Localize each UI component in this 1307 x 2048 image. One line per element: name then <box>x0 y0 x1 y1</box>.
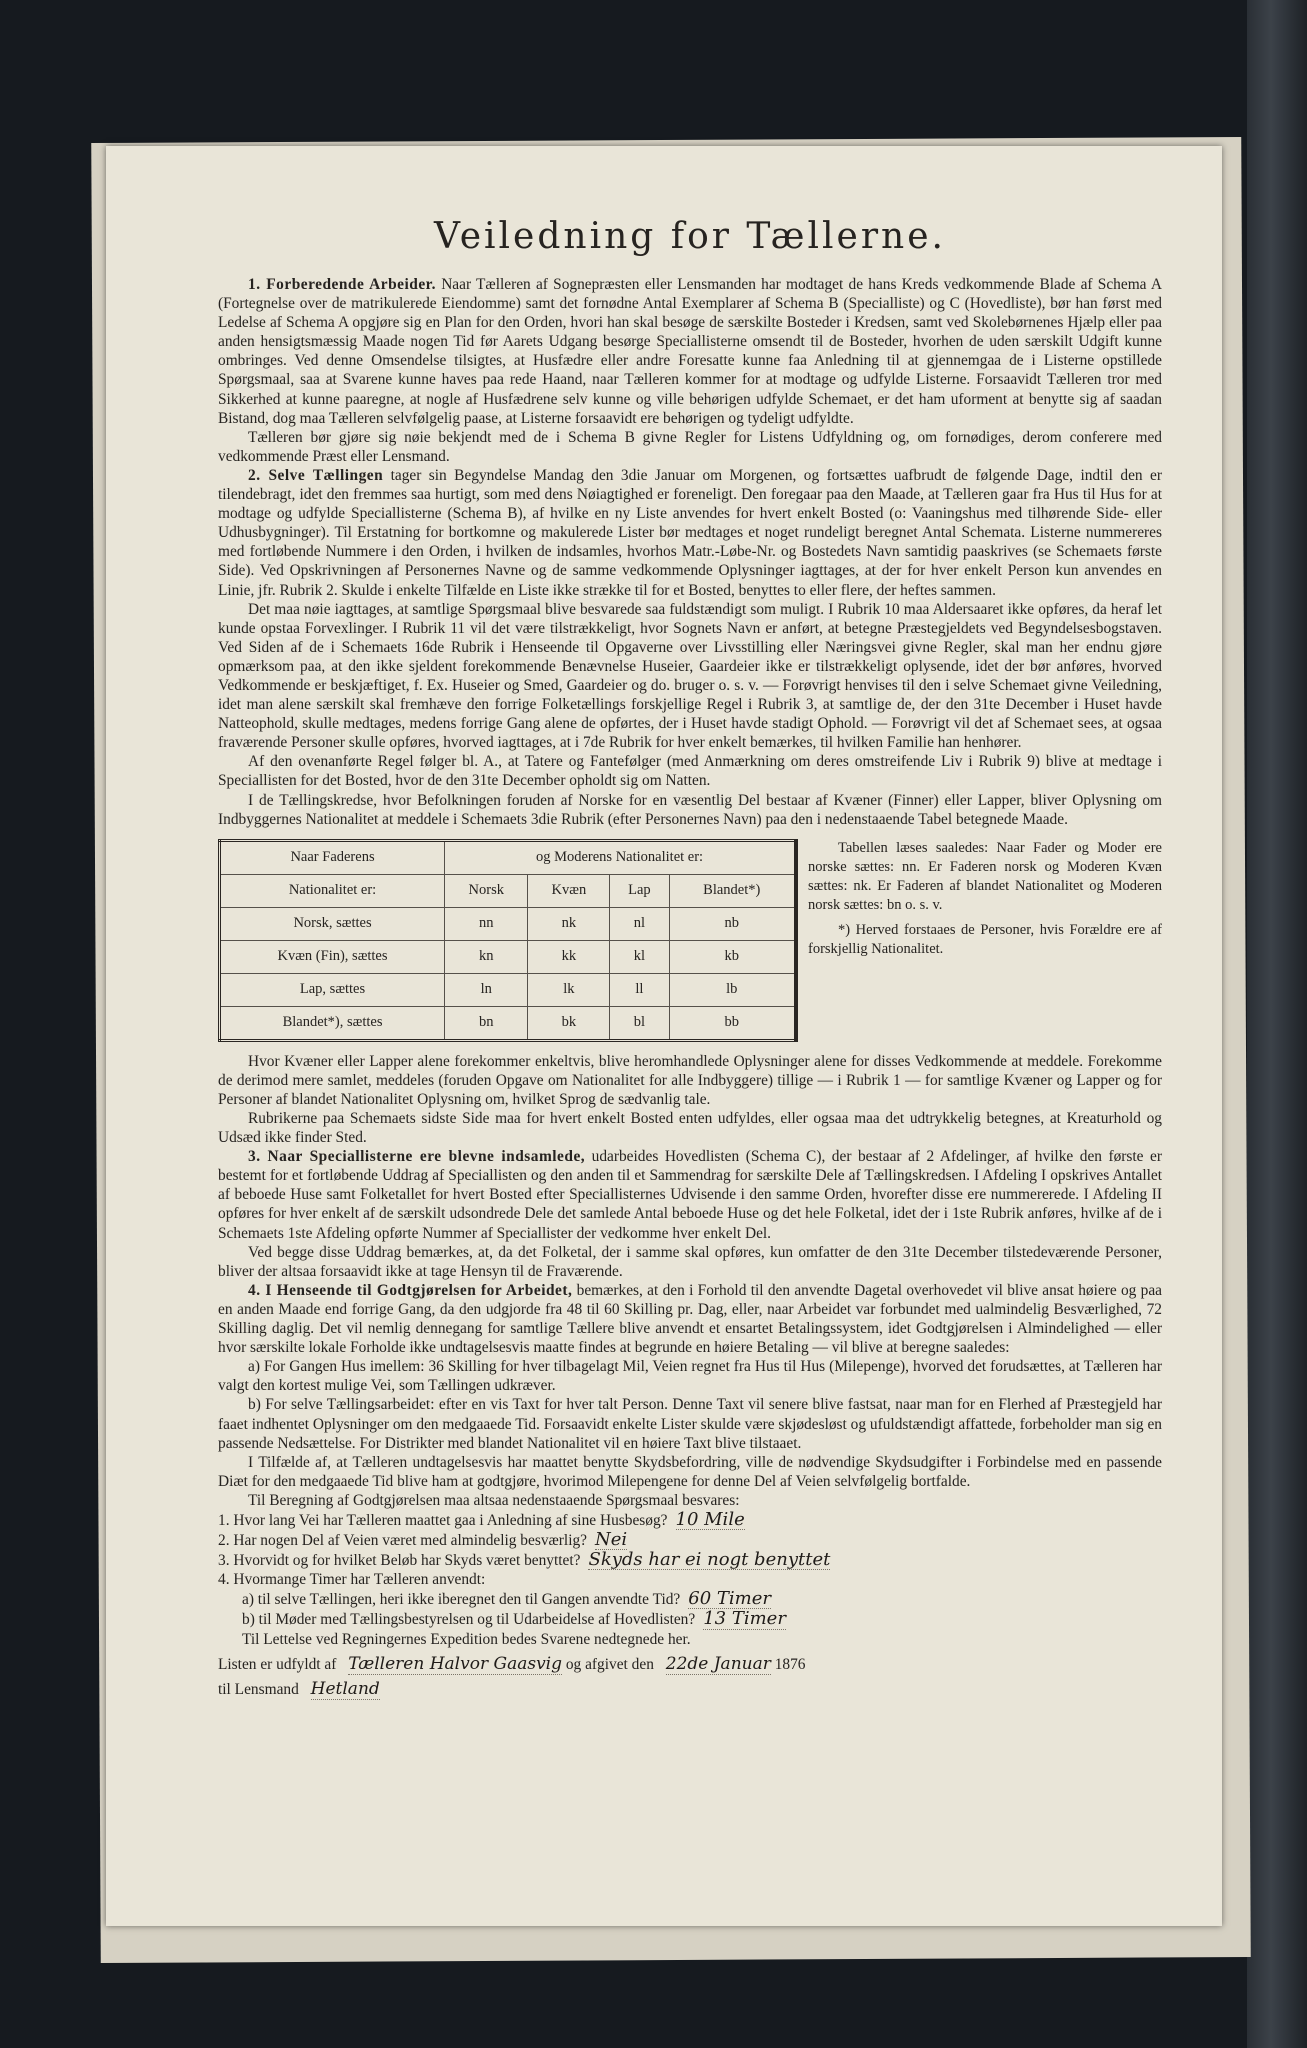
row-label: Norsk, sættes <box>220 907 445 940</box>
list-item: Til Lettelse ved Regningernes Expedition bedes Svarene nedtegnede her. <box>242 1630 691 1648</box>
table-cell: bk <box>528 1006 610 1040</box>
father-header-2: Nationalitet er: <box>220 874 445 907</box>
section-2: 2. Selve Tællingen tager sin Begyndelse Mandag den 3die Januar om Morgenen, og fortsættes uafbrudt de følgende Dage, indtil den er tilendebragt, idet den fremmes saa hurtigt, som med dens Nøiagtighed er foreneligt. Den foregaar paa den Maade, at Tælleren gaar fra Hus til Hus for at modtage og udfylde Speciallisterne (Schema B), af hvilke en ny Liste anvendes for hvert enkelt Bosted (o: Vaaningshus med tilhørende Side- eller Udhusbygninger). Til Erstatning for bortkomne og makulerede Lister bør medtages et noget rundeligt beregnet Antal Schemata. Listerne nummereres med fortløbende Nummere i den Orden, i hvilken de indsamles, hvorhos Matr.-Løbe-Nr. og Bostedets Navn samtidig paaskrives (se Schemaets første Side). Ved Opskrivningen af Personernes Navne og de samme vedkommende Oplysninger iagttages, at der for hver enkelt Person kun anvendes en Linie, jfr. Rubrik 2. Skulde i enkelte Tilfælde en Liste ikke strække til for et Bosted, benyttes to eller flere, der heftes sammen. <box>218 466 1162 599</box>
table-note-2: *) Herved forstaaes de Personer, hvis Forældre ere af forskjellig Nationalitet. <box>808 921 1162 957</box>
book-spine <box>1247 0 1307 2048</box>
section-2-para-3: Af den ovenanførte Regel følger bl. A., at Tatere og Fantefølger (med Anmærkning om deres omstreifende Liv i Rubrik 9) blive at medtage i Speciallisten for det Bosted, hvor de den 31te December opholdt sig om Natten. <box>218 753 1162 790</box>
list-item: 1. Hvor lang Vei har Tælleren maattet gaa i Anledning af sine Husbesøg? 10 Mile <box>218 1508 745 1530</box>
list-item: 4. Hvormange Timer har Tælleren anvendt: <box>218 1571 486 1589</box>
section-4-para-3: Til Beregning af Godtgjørelsen maa altsaa nedenstaaende Spørgsmaal besvares: <box>248 1491 740 1509</box>
table-cell: nl <box>610 907 669 940</box>
handwritten-district: Hetland <box>310 1678 380 1699</box>
nationality-table <box>218 839 798 1042</box>
row-label: Blandet*), sættes <box>220 1006 445 1040</box>
table-cell: bl <box>610 1006 669 1040</box>
section-3-para-2: Ved begge disse Uddrag bemærkes, at, da det Folketal, der i samme skal opføres, kun omfatter de den 31te December tilstedeværende Personer, bliver der altsaa forsaavidt ikke at tage Hensyn til de Fraværende. <box>218 1243 1162 1280</box>
list-item: 2. Har nogen Del af Veien været med almindelig besværlig? Nei <box>218 1529 628 1551</box>
page-title: Veiledning for Tællerne. <box>434 216 946 257</box>
section-4-item-b: b) For selve Tællingsarbeidet: efter en vis Taxt for hver talt Person. Denne Taxt vil senere blive fastsat, naar man for en Flerhed af Præstegjeld har faaet indhentet Oplysninger om den medgaaede Tid. Forsaavidt enkelte Lister skulde være skjødesløst og ufuldstændigt affattede, forbeholder man sig en passende Nedsættelse. For Distrikter med blandet Nationalitet vil en høiere Taxt blive tilstaaet. <box>218 1396 1162 1452</box>
table-row <box>220 940 797 973</box>
table-cell: nk <box>528 907 610 940</box>
signature-line: Listen er udfyldt af Tælleren Halvor Gaasvig og afgivet den 22de Januar 1876 <box>218 1653 806 1674</box>
lensmand-line: til Lensmand Hetland <box>218 1678 380 1699</box>
instructions-body <box>218 275 1162 1699</box>
table-row <box>220 907 797 940</box>
after-table-para-2: Rubrikerne paa Schemaets sidste Side maa for hvert enkelt Bosted enten udfyldes, eller ogsaa maa det udtrykkelig betegnes, at Kreaturhold og Udsæd ikke finder Sted. <box>218 1110 1162 1147</box>
handwritten-answer: 10 Mile <box>675 1508 745 1530</box>
table-note-1: Tabellen læses saaledes: Naar Fader og Moder ere norske sættes: nn. Er Faderen norsk og Moderen Kvæn sættes: nk. Er Faderen af blandet Nationalitet og Moderen norsk sættes: bn o. s. v. <box>808 839 1162 913</box>
section-1-para-2: Tælleren bør gjøre sig nøie bekjendt med de i Schema B givne Regler for Listens Udfyldning og, om fornødiges, derom conferere med vedkommende Præst eller Lensmand. <box>218 428 1162 465</box>
nationality-table-block <box>218 839 1162 1042</box>
list-item: a) til selve Tællingen, heri ikke iberegnet den til Gangen anvendte Tid? 60 Timer <box>242 1588 771 1610</box>
mother-col: Kvæn <box>528 874 610 907</box>
section-2-para-4: I de Tællingskredse, hvor Befolkningen foruden af Norske for en væsentlig Del bestaar af Kvæner (Finner) eller Lapper, bliver Oplysning om Indbyggernes Nationalitet at meddele i Schemaets 3die Rubrik (efter Personernes Navn) paa den i nedenstaaende Tabel betegnede Maade. <box>218 791 1162 828</box>
section-4: 4. I Henseende til Godtgjørelsen for Arbeidet, bemærkes, at den i Forhold til den anvendte Dagetal overhovedet vil blive ansat høiere og paa en anden Maade end forrige Gang, da den udgjorde fra 48 til 60 Skilling pr. Dag, eller, naar Arbeidet var forbundet med ualmindelig Besværlighed, 72 Skilling daglig. Det vil nemlig dennegang for samtlige Tællere blive anvendt et ensartet Betalingssystem, idet Godtgjørelsen i Almindelighed — eller hvor særskilte lokale Forholde ikke undtagelsesvis maatte findes at begrunde en høiere Betaling — vil blive at beregne saaledes: <box>218 1281 1162 1357</box>
table-cell: kk <box>528 940 610 973</box>
table-cell: ln <box>445 973 528 1006</box>
row-label: Kvæn (Fin), sættes <box>220 940 445 973</box>
table-explanation <box>798 839 1162 1042</box>
section-2-para-2: Det maa nøie iagttages, at samtlige Spørgsmaal blive besvarede saa fuldstændigt som muligt. I Rubrik 10 maa Aldersaaret ikke opføres, da heraf let kunde opstaa Forvexlinger. I Rubrik 11 vil det være tilstrækkeligt, hvor Sognets Navn er anført, at betegne Præstegjeldets ved Begyndelsesbogstaven. Ved Siden af de i Schemaets 16de Rubrik i Henseende til Opgaverne over Livsstilling eller Næringsvei givne Regler, skal man her endnu gjøre opmærksom paa, at den ikke sjeldent forekommende Benævnelse Huseier, Gaardeier ikke er tilstrækkeligt oplysende, idet der bør anføres, hvorved Vedkommende er beskjæftiget, f. Ex. Huseier og Smed, Gaardeier og do. bruger o. s. v. — Forøvrigt henvises til den i selve Schemaet givne Veiledning, idet man alene særskilt skal fremhæve den forrige Folketællings forskjellige Regel i Rubrik 3, at samtlige de, der den 31te December i Huset havde Natteophold, skulle medtages, medens forrige Gang alene de opførtes, der i Huset havde stadigt Ophold. — Forøvrigt vil det af Schemaet sees, at ogsaa fraværende Personer skulle opføres, hvorved iagttages, at i 7de Rubrik for hver enkelt bemærkes, til hvilken Familie han henhører. <box>218 600 1162 752</box>
mother-header: og Moderens Nationalitet er: <box>445 840 796 874</box>
table-cell: kl <box>610 940 669 973</box>
list-item: 3. Hvorvidt og for hvilket Beløb har Skyds været benyttet? Skyds har ei nogt benyttet <box>218 1549 831 1571</box>
table-cell: lk <box>528 973 610 1006</box>
handwritten-answer: Skyds har ei nogt benyttet <box>588 1549 831 1571</box>
handwritten-counter-name: Tælleren Halvor Gaasvig <box>348 1653 562 1674</box>
question-list <box>218 1510 1162 1649</box>
table-cell: kn <box>445 940 528 973</box>
father-header: Naar Faderens <box>220 840 445 874</box>
table-cell: ll <box>610 973 669 1006</box>
table-cell: bb <box>669 1006 796 1040</box>
table-row <box>220 1006 797 1040</box>
mother-col: Lap <box>610 874 669 907</box>
list-item: b) til Møder med Tællingsbestyrelsen og til Udarbeidelse af Hovedlisten? 13 Timer <box>242 1608 786 1630</box>
handwritten-answer: Nei <box>595 1529 628 1551</box>
mother-col: Norsk <box>445 874 528 907</box>
handwritten-answer: 60 Timer <box>688 1588 771 1610</box>
table-cell: nb <box>669 907 796 940</box>
table-row <box>220 973 797 1006</box>
mother-col: Blandet*) <box>669 874 796 907</box>
document-page <box>106 146 1222 1926</box>
handwritten-date: 22de Januar <box>665 1653 771 1674</box>
section-1: 1. Forberedende Arbeider. Naar Tælleren af Sognepræsten eller Lensmanden har modtaget de hans Kreds vedkommende Blade af Schema A (Fortegnelse over de matrikulerede Eiendomme) samt det fornødne Antal Exemplarer af Schema B (Specialliste) og C (Hovedliste), bør han først med Ledelse af Schema A opgjøre sig en Plan for den Orden, hvori han skal besøge de særskilte Bosteder i Kredsen, samt ved Skolebørnenes Hjælp eller paa anden hensigtsmæssig Maade nogen Tid før Aarets Udgang besørge Speciallisterne omsendt til de Bosteder, hvorhen de uden særskilt Udgift kunne ombringes. Ved denne Omsendelse tilsigtes, at Husfædre eller andre Foresatte kunne faa Anledning til at gjennemgaa de i Listerne opstillede Spørgsmaal, saa at Svarene kunne haves paa rede Haand, naar Tælleren kommer for at modtage og udfylde Listerne. Forsaavidt Tælleren tror med Sikkerhed at kunne paaregne, at nogle af Husfædrene selv kunne og ville behørigen udfylde Schemaet, er det ham uforment at benytte sig af saadan Bistand, dog maa Tælleren selvfølgelig paase, at Listerne forsaavidt ere behørigen og tydeligt udfyldte. <box>218 276 1162 427</box>
row-label: Lap, sættes <box>220 973 445 1006</box>
table-cell: nn <box>445 907 528 940</box>
after-table-para-1: Hvor Kvæner eller Lapper alene forekommer enkeltvis, blive heromhandlede Oplysninger alene for disses Vedkommende at meddele. Forekomme de derimod mere samlet, meddeles (foruden Opgave om Nationalitet for alle Indbyggere) tillige — i Rubrik 1 — for samtlige Kvæner og Lapper og for Personer af blandet Nationalitet Oplysning om, hvilket Sprog de sædvanlig tale. <box>218 1052 1162 1108</box>
table-cell: lb <box>669 973 796 1006</box>
section-3: 3. Naar Speciallisterne ere blevne indsamlede, udarbeides Hovedlisten (Schema C), der bestaar af 2 Afdelinger, af hvilke den første er bestemt for et fortløbende Uddrag af Speciallisten og den anden til et Sammendrag for særskilte Dele af Tællingskredsen. I Afdeling I opskrives Antallet af beboede Huse samt Folketallet for hvert Bosted efter Speciallisternes Udvisende i den samme Orden, hvorefter disse ere nummererede. I Afdeling II opføres for hver enkelt af de særskilt udsondrede Dele det samlede Antal beboede Huse og det hele Folketal, idet der i 1ste Rubrik anføres, hvilke af de i Schemaets 1ste Afdeling opførte Nummer af Speciallister der vedkomme hver enkelt Del. <box>218 1148 1162 1242</box>
section-4-para-2: I Tilfælde af, at Tælleren undtagelsesvis har maattet benytte Skydsbefordring, ville de nødvendige Skydsudgifter i Forbindelse med en passende Diæt for den medgaaede Tid blive ham at godtgjøre, hvorimod Milepengene for denne Del af Veien selvfølgelig bortfalde. <box>218 1453 1162 1490</box>
handwritten-answer: 13 Timer <box>703 1608 786 1630</box>
table-cell: kb <box>669 940 796 973</box>
section-4-item-a: a) For Gangen Hus imellem: 36 Skilling for hver tilbagelagt Mil, Veien regnet fra Hus til Hus (Milepenge), hvorved det forudsættes, at Tælleren har valgt den kortest mulige Vei, som Tællingen udkræver. <box>218 1358 1162 1395</box>
table-cell: bn <box>445 1006 528 1040</box>
